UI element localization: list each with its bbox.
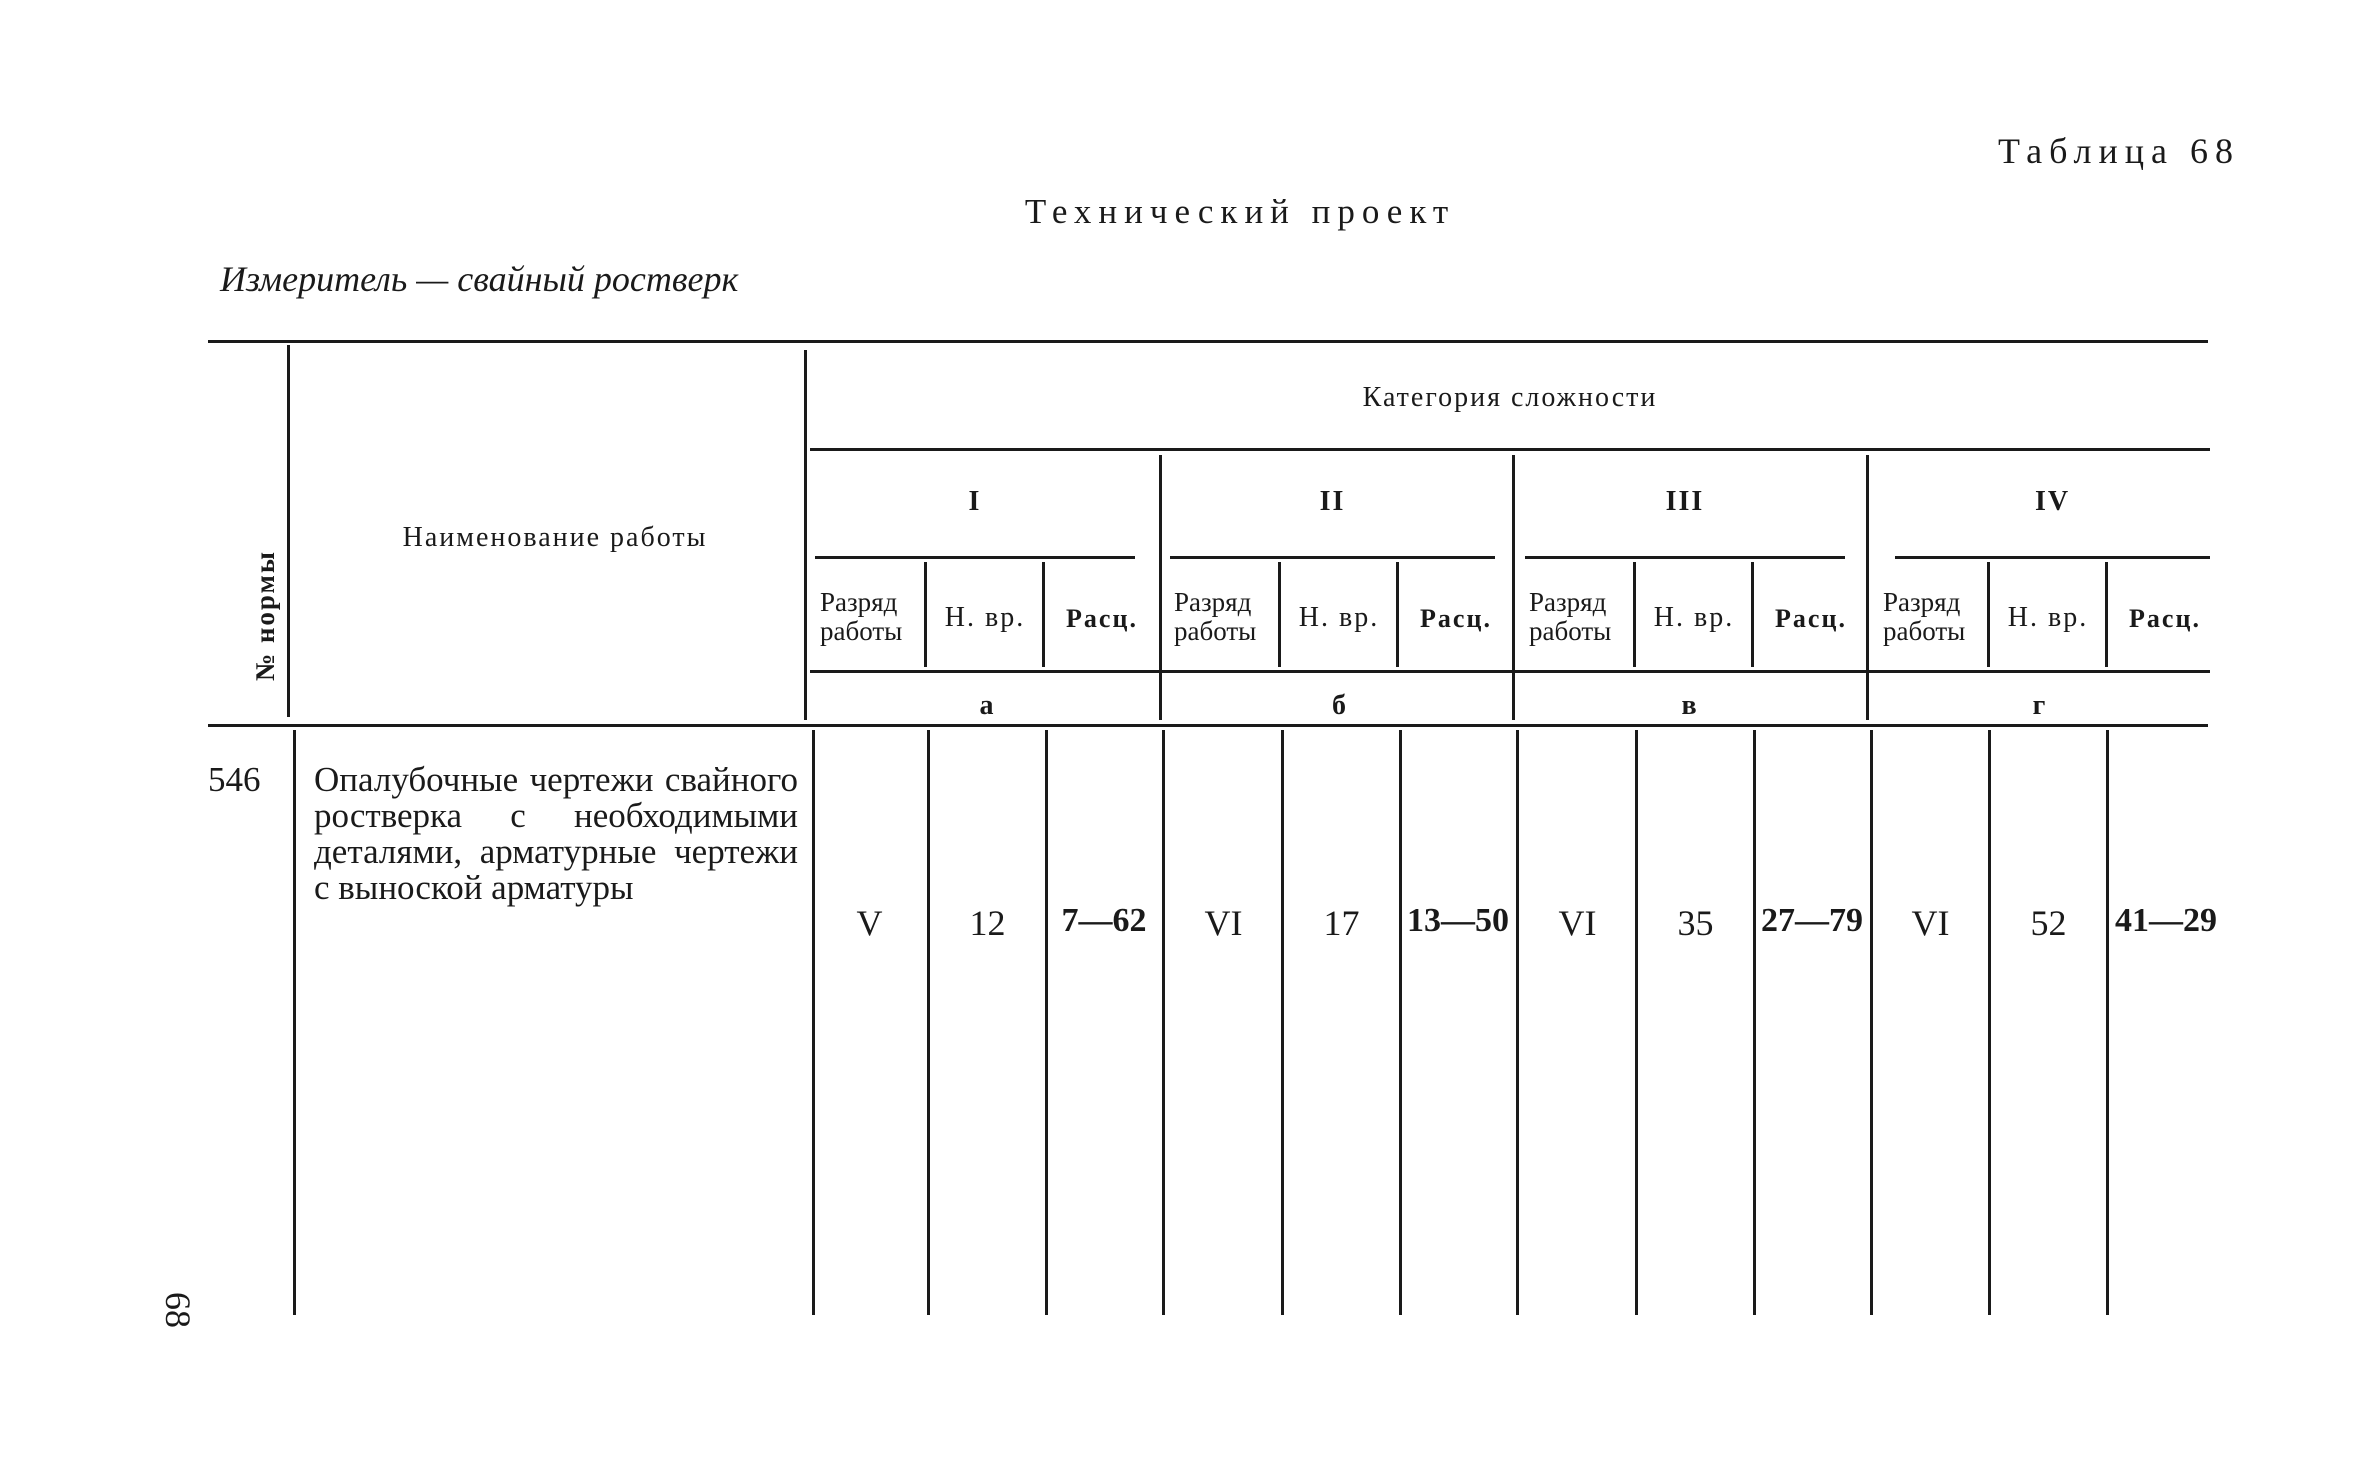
body-vline-11 [2106,730,2109,1315]
sub-rank-2: Разряд работы [1174,587,1257,646]
value-rank-3: VI [1558,903,1597,943]
value-time-2: 17 [1323,903,1360,943]
value-time-4: 52 [2030,903,2067,943]
body-vline-8 [1753,730,1756,1315]
roman-rule-2 [1170,556,1495,559]
group-letter-1: а [979,690,996,721]
body-vline-4 [1281,730,1284,1315]
vline-s1a [924,562,927,667]
sub-rate-1: Расц. [1066,604,1138,633]
value-time-3: 35 [1677,903,1714,943]
sub-rank-4: Разряд работы [1883,587,1966,646]
body-vline-1 [927,730,930,1315]
body-vline-norm [293,730,296,1315]
value-rate-3: 27—79 [1761,902,1863,939]
category-rule [810,448,2210,451]
value-rate-2: 13—50 [1407,902,1509,939]
body-vline-5 [1399,730,1402,1315]
vline-s3a [1633,562,1636,667]
sub-time-1: Н. вр. [944,602,1026,633]
sub-rate-2: Расц. [1420,604,1492,633]
group-letter-3: в [1681,690,1699,721]
vline-s2b [1396,562,1399,667]
group-roman-4: IV [2034,486,2071,517]
body-vline-6 [1516,730,1519,1315]
value-rate-4: 41—29 [2115,902,2217,939]
vline-s2a [1278,562,1281,667]
group-letter-2: б [1332,690,1348,721]
vline-g1 [1159,455,1162,720]
body-vline-2 [1045,730,1048,1315]
vline-s4a [1987,562,1990,667]
sub-rate-3: Расц. [1775,604,1847,633]
group-letter-4: г [2032,690,2048,721]
category-header: Категория сложности [1362,382,1658,413]
vline-s1b [1042,562,1045,667]
vline-g2 [1512,455,1515,720]
group-roman-3: III [1665,486,1705,517]
vline-g3 [1866,455,1869,720]
roman-rule-4 [1895,556,2210,559]
roman-rule-3 [1525,556,1845,559]
group-roman-2: II [1319,486,1346,517]
header-bottom-rule [208,724,2208,727]
body-vline-7 [1635,730,1638,1315]
body-vline-work [812,730,815,1315]
sub-rule [810,670,2210,673]
measure-label: Измеритель — свайный ростверк [220,259,739,299]
body-vline-10 [1988,730,1991,1315]
norm-number-header: № нормы [250,549,281,681]
page-number: 68 [158,1292,198,1328]
sub-rate-4: Расц. [2129,604,2201,633]
value-rank-2: VI [1204,903,1243,943]
vline-s3b [1751,562,1754,667]
work-name-header: Наименование работы [402,522,708,553]
sub-time-3: Н. вр. [1653,602,1735,633]
body-vline-3 [1162,730,1165,1315]
sub-rank-3: Разряд работы [1529,587,1612,646]
sub-time-2: Н. вр. [1298,602,1380,633]
roman-rule-1 [815,556,1135,559]
row-work-name: Опалубочные чертежи свайного ростверка с необходимыми деталями, арматурные чертежи с выноской арматуры [314,760,798,907]
table-label: Таблица 68 [1998,131,2240,171]
document-title: Технический проект [1024,192,1456,231]
body-vline-9 [1870,730,1873,1315]
vline-work [804,350,807,720]
table-top-rule [208,340,2208,343]
sub-time-4: Н. вр. [2007,602,2089,633]
value-time-1: 12 [969,903,1006,943]
vline-s4b [2105,562,2108,667]
group-roman-1: I [968,486,982,517]
value-rate-1: 7—62 [1061,902,1147,939]
value-rank-1: V [856,903,883,943]
sub-rank-1: Разряд работы [820,587,903,646]
row-number: 546 [208,760,261,799]
value-rank-4: VI [1911,903,1950,943]
